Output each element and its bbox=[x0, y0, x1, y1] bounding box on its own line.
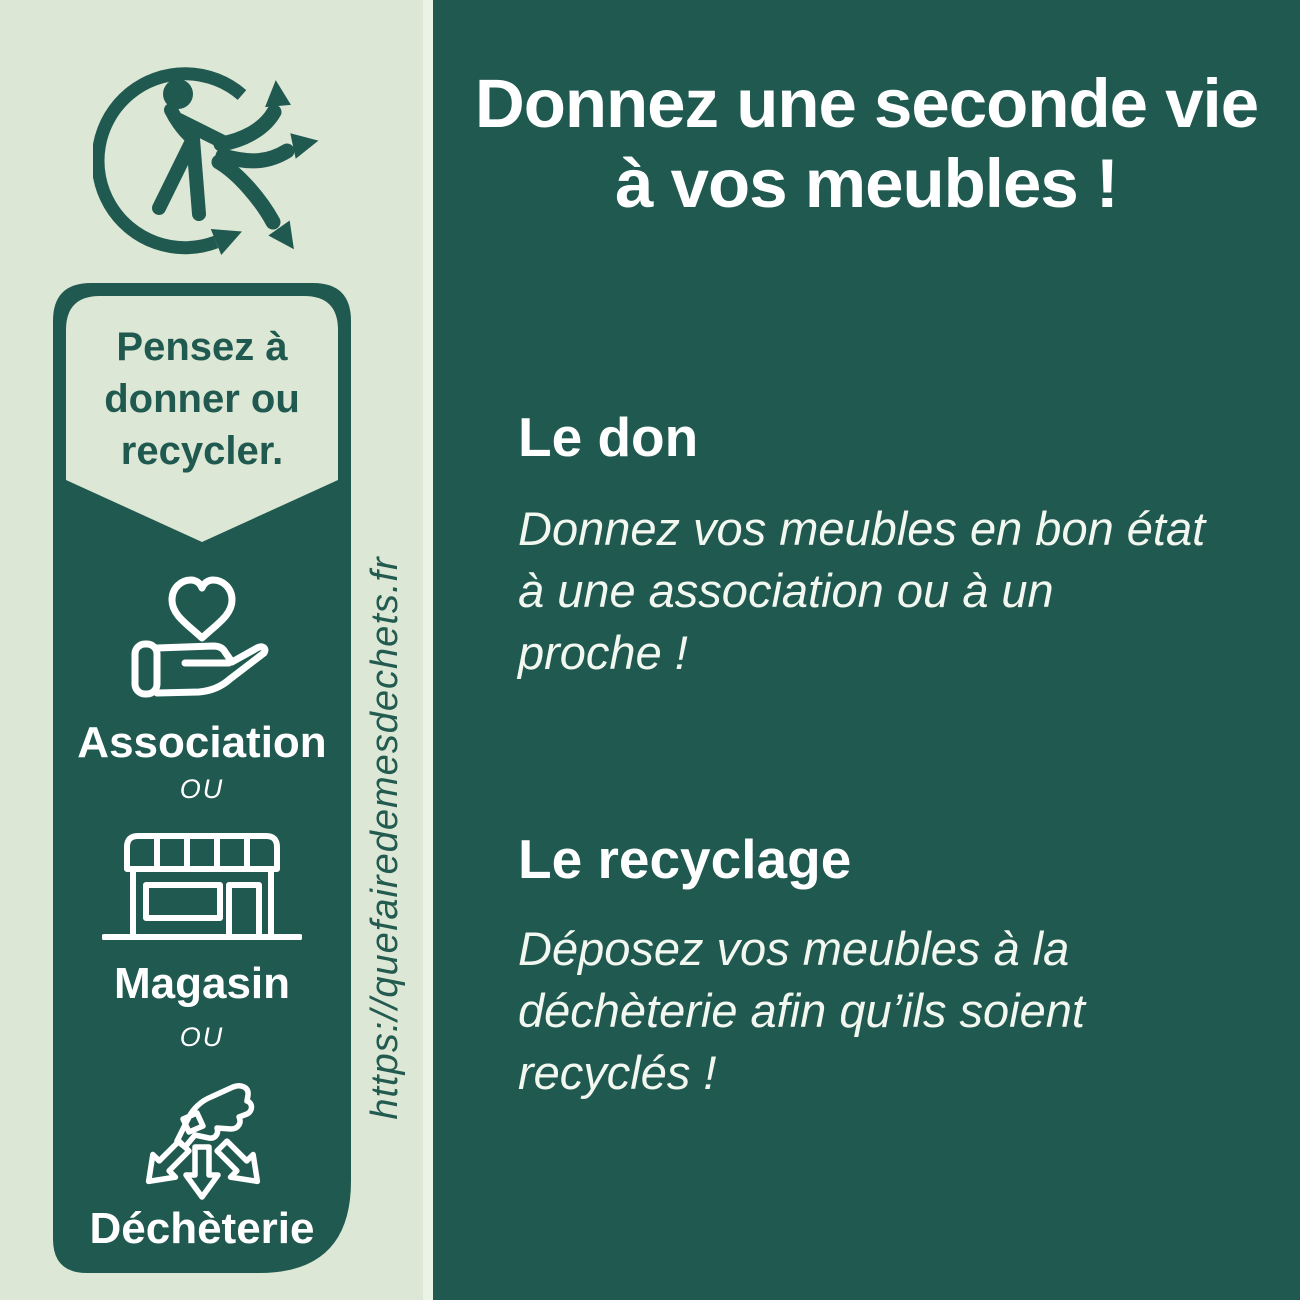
banner-line-2: donner ou bbox=[104, 377, 300, 421]
hand-sorting-waste-icon bbox=[127, 1071, 277, 1211]
option-label-magasin: Magasin bbox=[113, 959, 291, 1008]
option-label-association: Association bbox=[77, 718, 327, 767]
banner-text bbox=[53, 321, 351, 477]
panel-edge-strip bbox=[423, 0, 433, 1300]
hand-holding-heart-icon bbox=[117, 560, 287, 708]
section-body-don: Donnez vos meubles en bon état à une association ou à un proche ! bbox=[518, 502, 1206, 679]
storefront-icon bbox=[102, 831, 302, 946]
right-panel bbox=[433, 0, 1300, 1300]
title-line-2: à vos meubles ! bbox=[615, 145, 1118, 222]
title-line-1: Donnez une seconde vie bbox=[474, 65, 1259, 142]
separator-ou-1: OU bbox=[179, 774, 225, 804]
separator-ou-2: OU bbox=[179, 1022, 225, 1052]
section-heading-don: Le don bbox=[518, 406, 699, 468]
option-label-dechetterie: Déchèterie bbox=[89, 1204, 315, 1253]
triman-recycling-logo bbox=[93, 58, 343, 268]
section-body-recyclage: Déposez vos meubles à la déchèterie afin qu’ils soient recyclés ! bbox=[518, 922, 1085, 1099]
section-heading-recyclage: Le recyclage bbox=[518, 828, 852, 890]
banner-line-3: recycler. bbox=[120, 429, 284, 473]
left-panel bbox=[0, 0, 433, 1300]
page-title bbox=[433, 64, 1300, 224]
banner-line-1: Pensez à bbox=[116, 325, 288, 369]
ribbon bbox=[53, 283, 351, 1273]
site-url: https://quefairedemesdechets.fr bbox=[364, 556, 406, 1120]
